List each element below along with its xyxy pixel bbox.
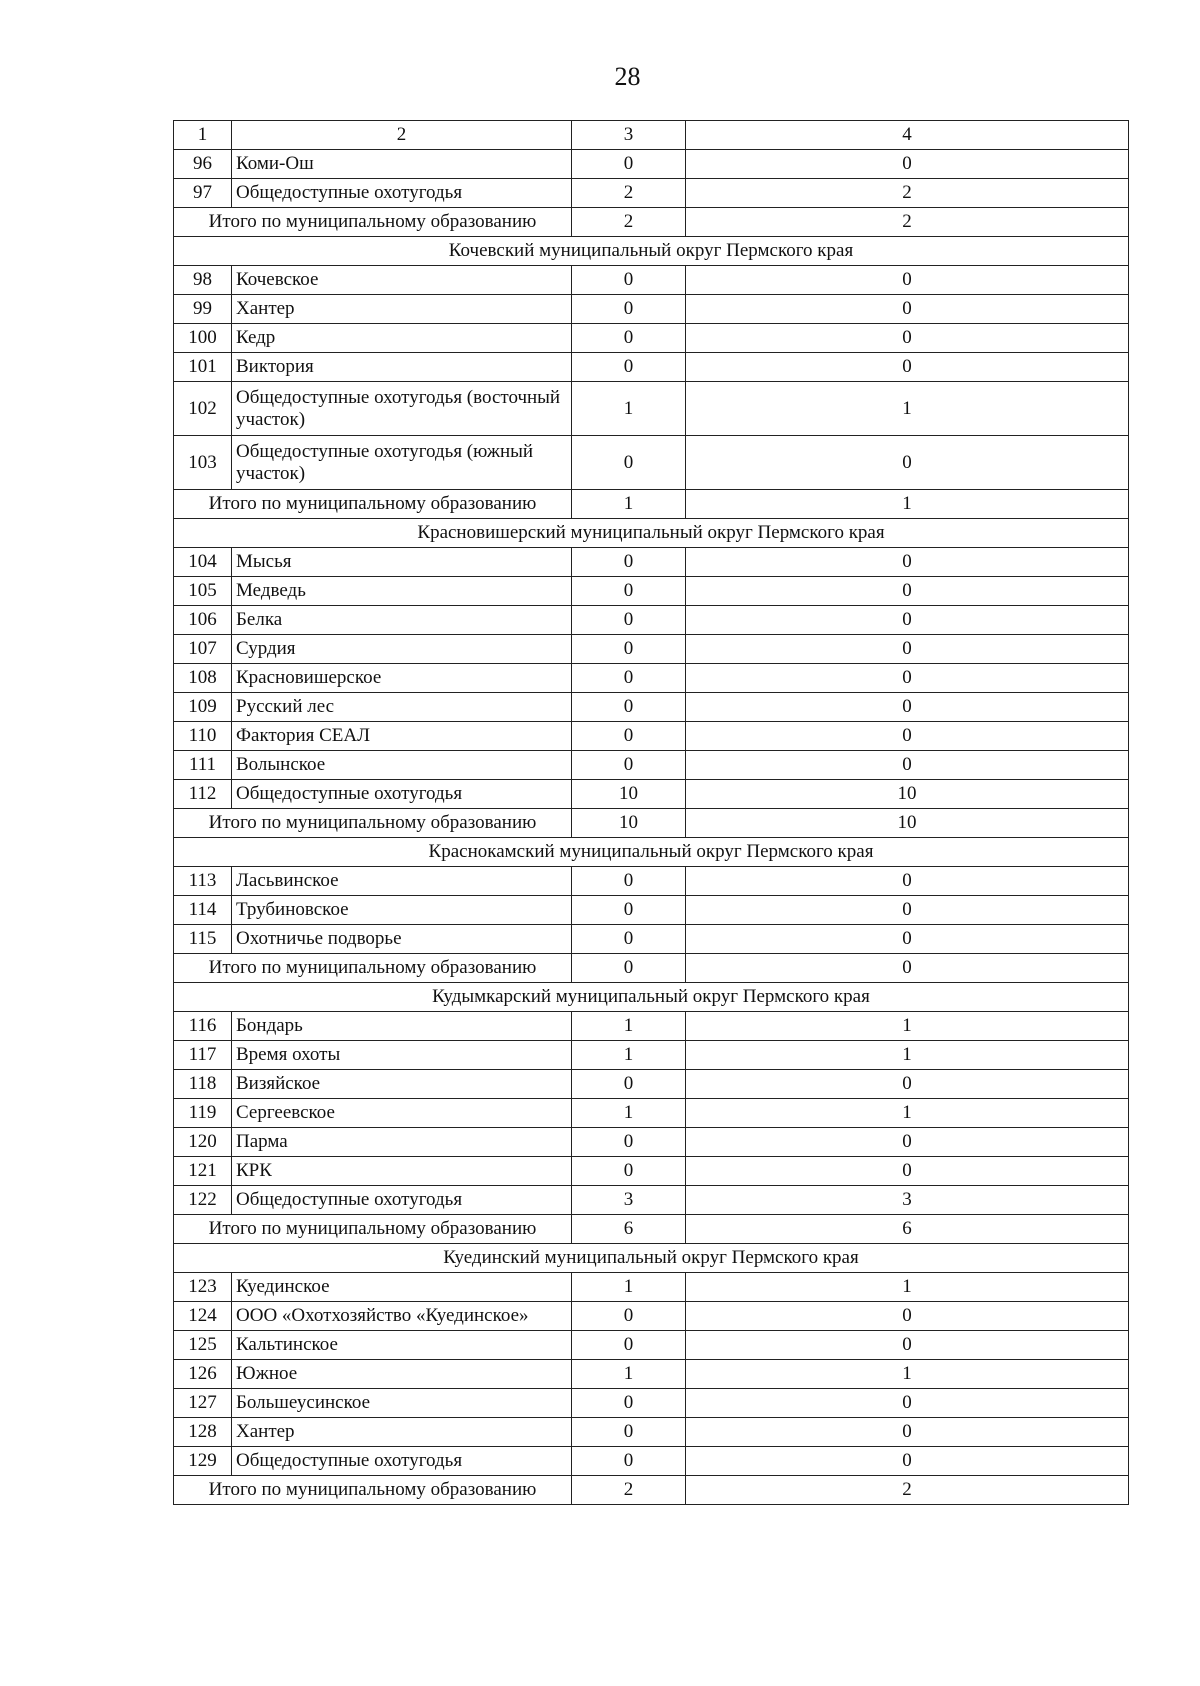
value-col-3: 0	[572, 693, 686, 722]
table-row	[174, 1273, 1129, 1302]
total-label: Итого по муниципальному образованию	[174, 490, 572, 519]
table-row	[174, 751, 1129, 780]
value-col-3: 1	[572, 1360, 686, 1389]
value-col-3: 0	[572, 722, 686, 751]
section-row	[174, 519, 1129, 548]
value-col-3: 1	[572, 1012, 686, 1041]
value-col-4: 0	[686, 867, 1129, 896]
section-title: Куединский муниципальный округ Пермского края	[174, 1244, 1129, 1273]
row-number: 120	[174, 1128, 232, 1157]
row-number: 124	[174, 1302, 232, 1331]
value-col-4: 0	[686, 353, 1129, 382]
ground-name: Общедоступные охотугодья	[232, 1186, 572, 1215]
ground-name: Общедоступные охотугодья (южный участок)	[232, 436, 572, 490]
value-col-4: 1	[686, 1099, 1129, 1128]
table-row	[174, 179, 1129, 208]
total-label: Итого по муниципальному образованию	[174, 954, 572, 983]
table-row	[174, 693, 1129, 722]
row-number: 104	[174, 548, 232, 577]
row-number: 108	[174, 664, 232, 693]
row-number: 115	[174, 925, 232, 954]
header-row	[174, 121, 1129, 150]
value-col-4: 2	[686, 179, 1129, 208]
value-col-3: 0	[572, 1331, 686, 1360]
total-col-3: 6	[572, 1215, 686, 1244]
total-col-3: 0	[572, 954, 686, 983]
section-row	[174, 983, 1129, 1012]
row-number: 121	[174, 1157, 232, 1186]
total-row	[174, 1476, 1129, 1505]
ground-name: Медведь	[232, 577, 572, 606]
ground-name: Трубиновское	[232, 896, 572, 925]
value-col-4: 0	[686, 548, 1129, 577]
row-number: 127	[174, 1389, 232, 1418]
section-title: Кудымкарский муниципальный округ Пермского края	[174, 983, 1129, 1012]
ground-name: Мысья	[232, 548, 572, 577]
total-row	[174, 1215, 1129, 1244]
section-title: Краснокамский муниципальный округ Пермского края	[174, 838, 1129, 867]
value-col-4: 0	[686, 693, 1129, 722]
ground-name: Парма	[232, 1128, 572, 1157]
value-col-4: 0	[686, 1389, 1129, 1418]
ground-name: Южное	[232, 1360, 572, 1389]
value-col-4: 1	[686, 1041, 1129, 1070]
value-col-3: 0	[572, 664, 686, 693]
row-number: 122	[174, 1186, 232, 1215]
table-row	[174, 896, 1129, 925]
row-number: 103	[174, 436, 232, 490]
row-number: 102	[174, 382, 232, 436]
table-row	[174, 150, 1129, 179]
ground-name: Красновишерское	[232, 664, 572, 693]
table-row	[174, 1360, 1129, 1389]
row-number: 105	[174, 577, 232, 606]
ground-name: Визяйское	[232, 1070, 572, 1099]
ground-name: Фактория СЕАЛ	[232, 722, 572, 751]
ground-name: Хантер	[232, 1418, 572, 1447]
value-col-4: 0	[686, 722, 1129, 751]
row-number: 117	[174, 1041, 232, 1070]
row-number: 123	[174, 1273, 232, 1302]
total-label: Итого по муниципальному образованию	[174, 1215, 572, 1244]
value-col-4: 0	[686, 896, 1129, 925]
ground-name: Бондарь	[232, 1012, 572, 1041]
value-col-4: 0	[686, 664, 1129, 693]
value-col-3: 0	[572, 324, 686, 353]
row-number: 129	[174, 1447, 232, 1476]
row-number: 107	[174, 635, 232, 664]
table-row	[174, 548, 1129, 577]
header-cell-1: 1	[174, 121, 232, 150]
section-title: Кочевский муниципальный округ Пермского края	[174, 237, 1129, 266]
value-col-3: 0	[572, 751, 686, 780]
page-number: 28	[614, 62, 641, 91]
value-col-4: 10	[686, 780, 1129, 809]
table-row	[174, 780, 1129, 809]
value-col-3: 0	[572, 150, 686, 179]
row-number: 97	[174, 179, 232, 208]
total-col-3: 1	[572, 490, 686, 519]
value-col-4: 0	[686, 1157, 1129, 1186]
ground-name: Виктория	[232, 353, 572, 382]
total-label: Итого по муниципальному образованию	[174, 809, 572, 838]
table-row	[174, 925, 1129, 954]
total-col-3: 2	[572, 208, 686, 237]
ground-name: Ласьвинское	[232, 867, 572, 896]
ground-name: ООО «Охотхозяйство «Куединское»	[232, 1302, 572, 1331]
value-col-4: 0	[686, 635, 1129, 664]
table-row	[174, 1157, 1129, 1186]
value-col-4: 0	[686, 1447, 1129, 1476]
table-row	[174, 1070, 1129, 1099]
table-body	[174, 121, 1129, 1505]
value-col-4: 0	[686, 324, 1129, 353]
table-row	[174, 1128, 1129, 1157]
value-col-4: 0	[686, 1418, 1129, 1447]
value-col-4: 0	[686, 266, 1129, 295]
value-col-3: 0	[572, 577, 686, 606]
table-row	[174, 295, 1129, 324]
section-row	[174, 1244, 1129, 1273]
value-col-4: 1	[686, 1360, 1129, 1389]
value-col-3: 0	[572, 1418, 686, 1447]
value-col-3: 0	[572, 925, 686, 954]
value-col-4: 0	[686, 606, 1129, 635]
value-col-3: 1	[572, 1273, 686, 1302]
hunting-grounds-table	[173, 120, 1129, 1505]
table-row	[174, 324, 1129, 353]
value-col-3: 0	[572, 1070, 686, 1099]
value-col-3: 10	[572, 780, 686, 809]
value-col-3: 1	[572, 1041, 686, 1070]
ground-name: Общедоступные охотугодья	[232, 1447, 572, 1476]
table-row	[174, 722, 1129, 751]
row-number: 126	[174, 1360, 232, 1389]
value-col-3: 3	[572, 1186, 686, 1215]
value-col-4: 3	[686, 1186, 1129, 1215]
row-number: 116	[174, 1012, 232, 1041]
value-col-4: 0	[686, 436, 1129, 490]
value-col-3: 0	[572, 867, 686, 896]
header-cell-2: 2	[232, 121, 572, 150]
value-col-4: 1	[686, 382, 1129, 436]
section-title: Красновишерский муниципальный округ Пермского края	[174, 519, 1129, 548]
value-col-4: 0	[686, 577, 1129, 606]
row-number: 113	[174, 867, 232, 896]
value-col-3: 1	[572, 1099, 686, 1128]
row-number: 114	[174, 896, 232, 925]
total-col-4: 10	[686, 809, 1129, 838]
total-row	[174, 490, 1129, 519]
value-col-4: 1	[686, 1012, 1129, 1041]
ground-name: Сурдия	[232, 635, 572, 664]
row-number: 128	[174, 1418, 232, 1447]
ground-name: Время охоты	[232, 1041, 572, 1070]
ground-name: Белка	[232, 606, 572, 635]
table-row	[174, 1186, 1129, 1215]
table-row	[174, 436, 1129, 490]
value-col-4: 0	[686, 1128, 1129, 1157]
section-row	[174, 237, 1129, 266]
row-number: 96	[174, 150, 232, 179]
table-row	[174, 382, 1129, 436]
value-col-3: 0	[572, 295, 686, 324]
row-number: 125	[174, 1331, 232, 1360]
ground-name: Сергеевское	[232, 1099, 572, 1128]
value-col-3: 2	[572, 179, 686, 208]
table-row	[174, 1447, 1129, 1476]
value-col-3: 0	[572, 1389, 686, 1418]
ground-name: Охотничье подворье	[232, 925, 572, 954]
row-number: 110	[174, 722, 232, 751]
ground-name: Волынское	[232, 751, 572, 780]
value-col-3: 0	[572, 1302, 686, 1331]
value-col-4: 0	[686, 751, 1129, 780]
value-col-3: 0	[572, 353, 686, 382]
value-col-3: 0	[572, 1128, 686, 1157]
value-col-4: 1	[686, 1273, 1129, 1302]
value-col-3: 1	[572, 382, 686, 436]
value-col-4: 0	[686, 925, 1129, 954]
value-col-3: 0	[572, 548, 686, 577]
value-col-4: 0	[686, 295, 1129, 324]
value-col-3: 0	[572, 635, 686, 664]
total-col-4: 2	[686, 208, 1129, 237]
value-col-3: 0	[572, 1447, 686, 1476]
total-row	[174, 809, 1129, 838]
table-row	[174, 353, 1129, 382]
ground-name: Хантер	[232, 295, 572, 324]
row-number: 112	[174, 780, 232, 809]
table-row	[174, 1302, 1129, 1331]
row-number: 99	[174, 295, 232, 324]
row-number: 109	[174, 693, 232, 722]
table-row	[174, 867, 1129, 896]
header-cell-3: 3	[572, 121, 686, 150]
total-col-4: 6	[686, 1215, 1129, 1244]
value-col-4: 0	[686, 1331, 1129, 1360]
row-number: 101	[174, 353, 232, 382]
total-label: Итого по муниципальному образованию	[174, 1476, 572, 1505]
table-row	[174, 635, 1129, 664]
row-number: 98	[174, 266, 232, 295]
ground-name: КРК	[232, 1157, 572, 1186]
total-col-4: 1	[686, 490, 1129, 519]
ground-name: Общедоступные охотугодья	[232, 179, 572, 208]
table-row	[174, 1012, 1129, 1041]
value-col-3: 0	[572, 1157, 686, 1186]
value-col-3: 0	[572, 436, 686, 490]
table-row	[174, 664, 1129, 693]
value-col-4: 0	[686, 1302, 1129, 1331]
value-col-4: 0	[686, 150, 1129, 179]
total-col-4: 2	[686, 1476, 1129, 1505]
ground-name: Кочевское	[232, 266, 572, 295]
ground-name: Общедоступные охотугодья (восточный участок)	[232, 382, 572, 436]
row-number: 106	[174, 606, 232, 635]
row-number: 118	[174, 1070, 232, 1099]
table-row	[174, 266, 1129, 295]
row-number: 100	[174, 324, 232, 353]
ground-name: Кедр	[232, 324, 572, 353]
table-row	[174, 577, 1129, 606]
total-col-4: 0	[686, 954, 1129, 983]
value-col-3: 0	[572, 896, 686, 925]
row-number: 111	[174, 751, 232, 780]
table-row	[174, 1099, 1129, 1128]
total-col-3: 10	[572, 809, 686, 838]
ground-name: Большеусинское	[232, 1389, 572, 1418]
ground-name: Кальтинское	[232, 1331, 572, 1360]
ground-name: Общедоступные охотугодья	[232, 780, 572, 809]
table-row	[174, 1418, 1129, 1447]
total-row	[174, 954, 1129, 983]
table-row	[174, 1041, 1129, 1070]
ground-name: Куединское	[232, 1273, 572, 1302]
total-row	[174, 208, 1129, 237]
value-col-3: 0	[572, 606, 686, 635]
table-row	[174, 1331, 1129, 1360]
table-row	[174, 1389, 1129, 1418]
total-col-3: 2	[572, 1476, 686, 1505]
section-row	[174, 838, 1129, 867]
value-col-3: 0	[572, 266, 686, 295]
ground-name: Русский лес	[232, 693, 572, 722]
row-number: 119	[174, 1099, 232, 1128]
value-col-4: 0	[686, 1070, 1129, 1099]
header-cell-4: 4	[686, 121, 1129, 150]
table-row	[174, 606, 1129, 635]
ground-name: Коми-Ош	[232, 150, 572, 179]
total-label: Итого по муниципальному образованию	[174, 208, 572, 237]
